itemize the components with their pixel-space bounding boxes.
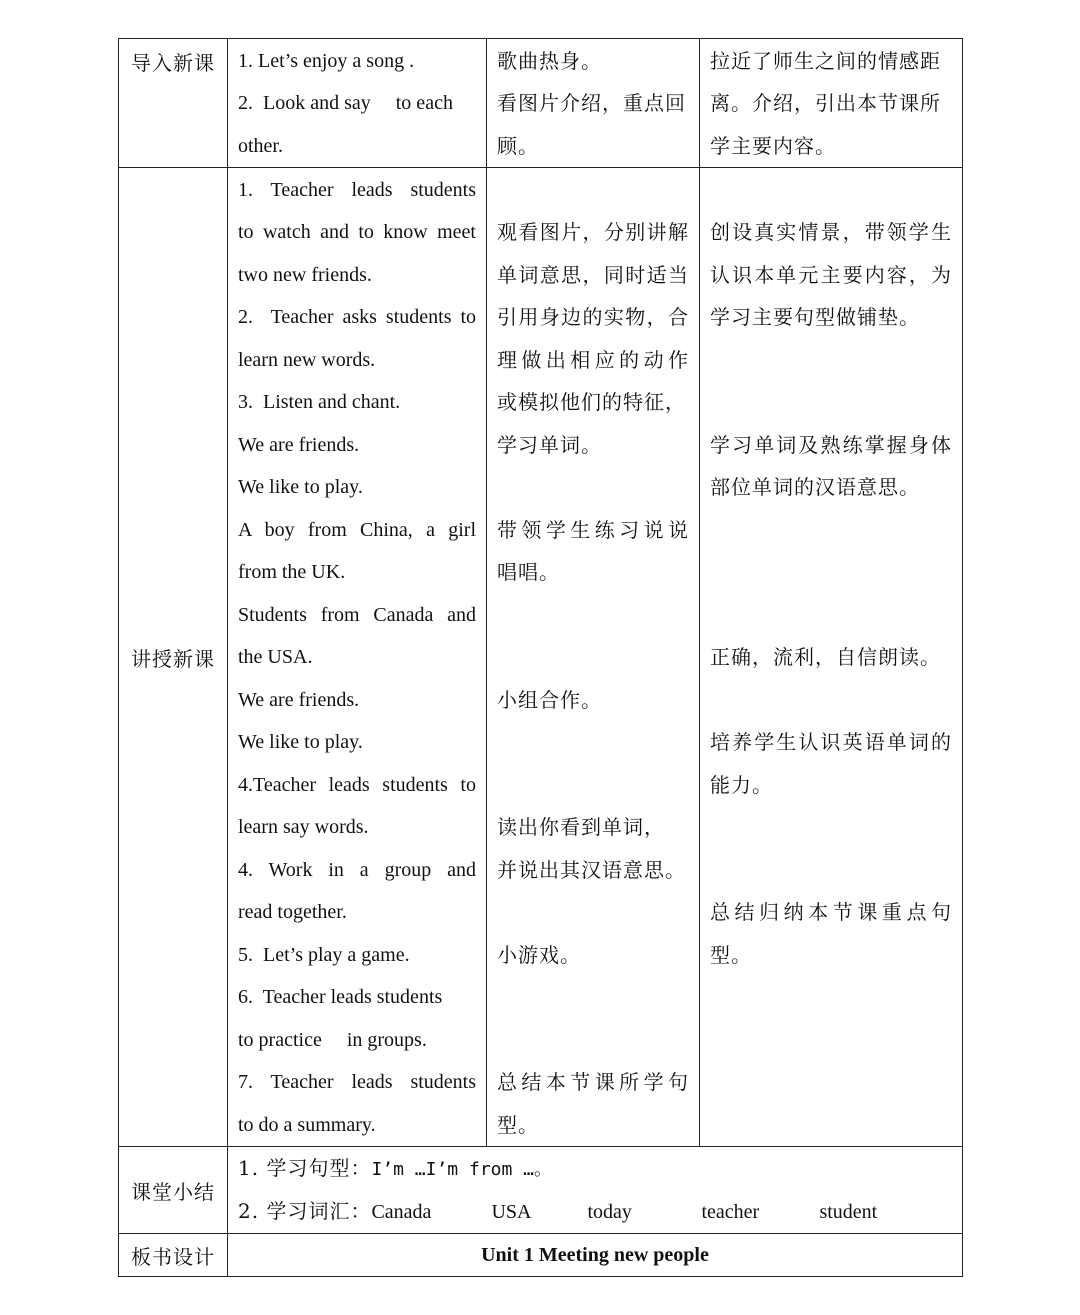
method-line: 总结本节课所学句 (497, 1070, 689, 1094)
activity-line: We are friends. (238, 689, 360, 711)
board-title: Unit 1 Meeting new people (481, 1244, 709, 1266)
vocab-word: student (819, 1201, 878, 1223)
activity-line: to do a summary. (238, 1114, 376, 1136)
purpose-line: 总结归纳本节课重点句 (710, 900, 952, 924)
stage-label-board: 板书设计 (131, 1244, 215, 1269)
table-row-intro (119, 39, 963, 168)
methods-cell (487, 168, 700, 1147)
method-line: 单词意思，同时适当 (497, 263, 689, 287)
purpose-line: 部位单词的汉语意思。 (710, 475, 920, 499)
activity-line: 7. Teacher leads students (238, 1071, 476, 1093)
purpose-line: 能力。 (710, 773, 773, 797)
method-line: 顾。 (497, 134, 539, 158)
activity-line: We like to play. (238, 731, 363, 753)
purposes-cell (700, 39, 963, 168)
summary-prefix: 2. 学习词汇： (238, 1199, 372, 1223)
purpose-line: 离。介绍，引出本节课所 (710, 91, 941, 115)
purpose-line: 型。 (710, 943, 752, 967)
stage-label-intro: 导入新课 (131, 51, 215, 75)
purpose-line: 学习单词及熟练掌握身体 (710, 433, 952, 457)
method-line: 唱唱。 (497, 560, 560, 584)
method-line: 小组合作。 (497, 688, 602, 712)
stage-cell (119, 168, 228, 1147)
stage-cell (119, 1234, 228, 1277)
activity-line: to watch and to know meet (238, 221, 476, 243)
activities-cell (228, 39, 487, 168)
activity-line: Students from Canada and (238, 604, 476, 626)
activity-line: We are friends. (238, 434, 360, 456)
stage-cell (119, 39, 228, 168)
activity-line: We like to play. (238, 476, 363, 498)
activity-line: 1. Teacher leads students (238, 179, 476, 201)
activity-line: the USA. (238, 646, 313, 668)
table-row-teach (119, 168, 963, 1147)
activity-line: 4.Teacher leads students to (238, 774, 476, 796)
activity-line: 2. Look and say to each (238, 92, 453, 114)
purposes-cell (700, 168, 963, 1147)
activity-line: 2. Teacher asks students to (238, 306, 476, 328)
method-line: 理做出相应的动作 (497, 348, 689, 372)
activity-line: other. (238, 135, 283, 157)
sentence-pattern: I’m …I’m from …。 (371, 1159, 553, 1180)
purpose-line: 学主要内容。 (710, 134, 836, 158)
purpose-line: 认识本单元主要内容，为 (710, 263, 952, 287)
stage-cell (119, 1147, 228, 1234)
method-line: 读出你看到单词， (497, 815, 665, 839)
activity-line: 1. Let’s enjoy a song . (238, 50, 415, 72)
method-line: 学习单词。 (497, 433, 602, 457)
vocab-word: USA (491, 1201, 532, 1223)
summary-line-sentences (238, 1156, 552, 1182)
activity-line: learn say words. (238, 816, 369, 838)
activity-line: learn new words. (238, 349, 376, 371)
stage-label-summary: 课堂小结 (131, 1179, 215, 1204)
activity-line: from the UK. (238, 561, 346, 583)
method-line: 型。 (497, 1113, 539, 1137)
method-line: 带领学生练习说说 (497, 518, 689, 542)
activity-line: 6. Teacher leads students (238, 986, 443, 1008)
method-line: 引用身边的实物，合 (497, 305, 689, 329)
activity-line: 5. Let’s play a game. (238, 944, 410, 966)
lesson-plan-table (118, 38, 963, 1277)
purpose-line: 正确，流利，自信朗读。 (710, 645, 941, 669)
method-line: 观看图片，分别讲解 (497, 220, 689, 244)
purpose-line: 学习主要句型做铺垫。 (710, 305, 920, 329)
board-cell (228, 1234, 963, 1277)
purpose-line: 拉近了师生之间的情感距 (710, 49, 941, 73)
stage-label-teach: 讲授新课 (131, 646, 215, 671)
purpose-line: 培养学生认识英语单词的 (710, 730, 952, 754)
method-line: 看图片介绍，重点回 (497, 91, 686, 115)
summary-cell (228, 1147, 963, 1234)
method-line: 歌曲热身。 (497, 49, 602, 73)
method-line: 并说出其汉语意思。 (497, 858, 686, 882)
vocab-word: today (587, 1201, 632, 1223)
activity-line: 3. Listen and chant. (238, 391, 401, 413)
activity-line: two new friends. (238, 264, 372, 286)
activity-line: to practice in groups. (238, 1029, 427, 1051)
table-row-summary (119, 1147, 963, 1234)
summary-line-vocab (238, 1199, 877, 1224)
vocab-word: teacher (701, 1201, 760, 1223)
activity-line: read together. (238, 901, 347, 923)
summary-prefix: 1. 学习句型： (238, 1156, 372, 1180)
method-line: 小游戏。 (497, 943, 581, 967)
vocab-word: Canada (371, 1201, 432, 1223)
methods-cell (487, 39, 700, 168)
activities-cell (228, 168, 487, 1147)
activity-line: 4. Work in a group and (238, 859, 476, 881)
activity-line: A boy from China, a girl (238, 519, 476, 541)
table-row-board (119, 1234, 963, 1277)
purpose-line: 创设真实情景，带领学生 (710, 220, 952, 244)
method-line: 或模拟他们的特征， (497, 390, 686, 414)
